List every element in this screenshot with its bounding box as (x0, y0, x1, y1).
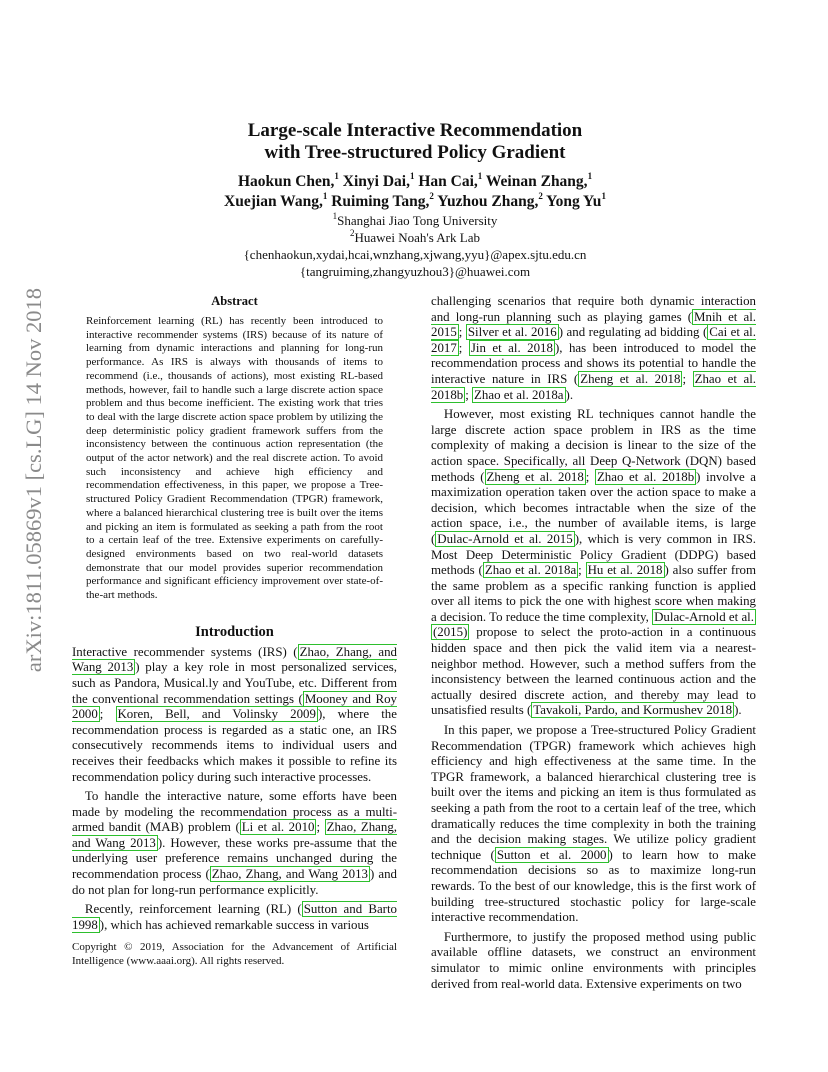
email-line: {tangruiming,zhangyuzhou3}@huawei.com (299, 264, 531, 279)
introduction-body-continued (431, 294, 756, 992)
body-text: In this paper, we propose a Tree-structured Policy Gradient Recommendation (TPGR) framework which achieves high efficiency and high effectiveness at the same time. In the TPGR framework, a balanced hierarchical clustering tree is built over the items and picking an item is thus formulated as seeking a path from the root to a certain leaf of the tree, which dramatically reduces the time complexity in both the training and the decision making stages. We utilize policy gradient technique ( (431, 723, 756, 862)
affiliation: $^2$Huawei Noah's Ark Lab (350, 228, 480, 245)
section-heading-introduction: Introduction (195, 623, 274, 640)
paragraph (431, 407, 756, 719)
body-text: ; (99, 707, 116, 722)
author-list (70, 172, 760, 212)
email-line: {chenhaokun,xydai,hcai,wnzhang,xjwang,yyu}@apex.sjtu.edu.cn (243, 247, 587, 262)
citation-link[interactable]: Zhao et al. 2018a (474, 387, 564, 402)
body-text: ; (682, 371, 693, 386)
body-text: Interactive recommender systems (IRS) ( (72, 644, 298, 659)
author: Han Cai,$^1$ (418, 171, 483, 190)
paper-header (70, 120, 760, 280)
author-line-2 (70, 192, 760, 212)
citation-link[interactable]: Zhao et al. 2018a (484, 563, 577, 578)
right-column (431, 294, 756, 992)
body-text: ) and regulating ad bidding ( (558, 325, 708, 340)
abstract-heading: Abstract (211, 294, 258, 308)
body-text: ), has been introduced to model the recommendation process and shows its potential to handle the interactive nature in IRS ( (431, 340, 756, 386)
body-text: ), which has achieved remarkable success in various (99, 917, 369, 932)
citation-link[interactable]: Dulac-Arnold et al. (654, 609, 754, 624)
body-text: Furthermore, to justify the proposed method using public available offline datasets, we construct an environment simulator to mimic online environments with principles derived from real-world data. Extensive experiments on two (431, 929, 756, 991)
citation-link[interactable]: Li et al. 2010 (241, 820, 315, 835)
citation-link[interactable]: Mooney and Roy 2000 (72, 691, 397, 722)
copyright-notice: Copyright © 2019, Association for the Advancement of Artificial Intelligence (www.aaai.org). All rights reserved. (72, 941, 397, 968)
body-text: ). (565, 387, 574, 402)
author: Yuzhou Zhang,$^2$ (437, 191, 543, 210)
body-text: ) involve a maximization operation taken over the action space to make a decision, which becomes intractable when the size of the action space, i.e., the number of available items, is large ( (431, 469, 756, 546)
body-text: ; (578, 563, 586, 578)
author: Ruiming Tang,$^2$ (331, 191, 434, 210)
body-text: ), where the recommendation process is regarded as a static one, an IRS consecutively recommends items to individual users and receives their feedbacks which makes it possible to refine its recommendation policy during such interactive processes. (72, 707, 397, 784)
paragraph (72, 789, 397, 898)
citation-link[interactable]: Zhao et al. 2018b (596, 469, 695, 484)
body-text: Recently, reinforcement learning (RL) ( (84, 902, 302, 917)
author: Yong Yu$^1$ (546, 191, 606, 210)
citation-link[interactable]: Jin et al. 2018 (470, 340, 553, 355)
citation-link[interactable]: Cai et al. 2017 (431, 325, 756, 355)
body-text: ) also suffer from the same problem as a specific ranking function is applied over all items to pick the one with highest score when making a decision. To reduce the time complexity, (431, 563, 756, 624)
citation-link[interactable]: Zheng et al. 2018 (580, 371, 681, 386)
body-text: However, most existing RL techniques cannot handle the large discrete action space problem in IRS as the time complexity of making a decision is linear to the size of the action space. Specifically, all Deep Q-Network (DQN) based methods ( (431, 407, 756, 484)
arxiv-stamp (20, 280, 48, 680)
body-text: To handle the interactive nature, some efforts have been made by modeling the recommendation process as a multi-armed bandit (MAB) problem ( (72, 789, 397, 835)
author: Weinan Zhang,$^1$ (485, 171, 593, 190)
introduction-body (72, 645, 397, 934)
citation-link[interactable]: Mnih et al. 2015 (431, 309, 756, 340)
paragraph (72, 645, 397, 785)
paragraph (72, 902, 397, 933)
body-text: ; (465, 387, 473, 402)
body-text: ; (458, 325, 466, 340)
body-text: ) play a key role in most personalized services, such as Pandora, Musical.ly and YouTube, etc. Different from the conventional recommendation settings ( (72, 660, 397, 706)
citation-link[interactable]: Zhao, Zhang, and Wang 2013 (72, 820, 397, 850)
citation-link[interactable]: Zhao, Zhang, and Wang 2013 (211, 867, 368, 882)
arxiv-stamp-text: arXiv:1811.05869v1 [cs.LG] 14 Nov 2018 (21, 287, 46, 673)
paper-title (70, 120, 760, 164)
body-text: ; (316, 820, 325, 835)
citation-link[interactable]: Silver et al. 2016 (467, 325, 557, 340)
citation-link[interactable]: Sutton et al. 2000 (496, 847, 607, 862)
body-text: ) and do not plan for long-run performance explicitly. (72, 867, 397, 897)
body-text: ). (734, 703, 742, 718)
citation-link[interactable]: Zhao, Zhang, and Wang 2013 (72, 644, 397, 675)
body-text: ), which is very common in IRS. Most Deep Deterministic Policy Gradient (DDPG) based methods ( (431, 531, 756, 578)
affiliation: $^1$Shanghai Jiao Tong University (332, 211, 498, 228)
citation-link[interactable]: (2015) (433, 625, 468, 640)
left-column (72, 294, 397, 969)
citation-link[interactable]: Zhao et al. 2018b (431, 371, 757, 402)
paragraph (431, 294, 756, 403)
body-text: challenging scenarios that require both dynamic interaction and long-run planning such as playing games ( (431, 294, 756, 324)
title-line-1: Large-scale Interactive Recommendation (247, 120, 583, 141)
author-line-1 (70, 172, 760, 192)
citation-link[interactable]: Zheng et al. 2018 (486, 469, 584, 484)
body-text: ; (458, 340, 469, 355)
abstract-text: Reinforcement learning (RL) has recently been introduced to interactive recommender systems (IRS) because of its nature of learning from dynamic interactions and planning for long-run performance. As IRS is always with thousands of items to recommend (i.e., thousands of actions), most existing RL-based methods, however, fail to handle such a large discrete action space problem and thus become inefficient. The existing work that tries to deal with the large discrete action space problem by utilizing the deep deterministic policy gradient framework suffers from the inconsistency between the continuous action representation (the output of the actor network) and the real discrete action. To avoid such inconsistency and achieve high efficiency and recommendation effectiveness, in this paper, we propose a Tree-structured Policy Gradient Recommendation (TPGR) framework, where a balanced hierarchical clustering tree is built over the items and picking an item is formulated as seeking a path from the root to a certain leaf of the tree. Extensive experiments on carefully-designed environments based on two real-world datasets demonstrate that our model provides superior recommendation performance and significant efficiency improvement over state-of-the-art methods. (86, 315, 383, 602)
citation-link[interactable]: Dulac-Arnold et al. 2015 (437, 531, 573, 546)
body-text: propose to select the proto-action in a continuous hidden space and then pick the valid item via a nearest-neighbor method. However, such a method suffers from the inconsistency between the learned continuous action and the actually desired discrete action, and thereby may lead to unsatisfied results ( (431, 625, 756, 718)
citation-link[interactable]: Koren, Bell, and Volinsky 2009 (117, 707, 316, 722)
body-text: ). However, these works pre-assume that the underlying user preference remains unchanged during the recommendation process ( (72, 835, 397, 882)
citation-link[interactable]: Tavakoli, Pardo, and Kormushev 2018 (533, 703, 733, 718)
citation-link[interactable]: Sutton and Barto 1998 (72, 902, 397, 932)
paragraph (431, 930, 756, 992)
body-text: ; (585, 469, 595, 484)
citation-link[interactable]: Hu et al. 2018 (587, 563, 663, 578)
title-line-2: with Tree-structured Policy Gradient (264, 142, 566, 163)
author: Xinyi Dai,$^1$ (342, 171, 415, 190)
paragraph (431, 723, 756, 926)
author: Haokun Chen,$^1$ (237, 171, 339, 190)
author: Xuejian Wang,$^1$ (224, 191, 328, 210)
body-text: ) to learn how to make recommendation decisions so as to maximize long-run rewards. To the best of our knowledge, this is the first work of building tree-structured stochastic policy for large-scale interactive recommendation. (431, 847, 756, 925)
